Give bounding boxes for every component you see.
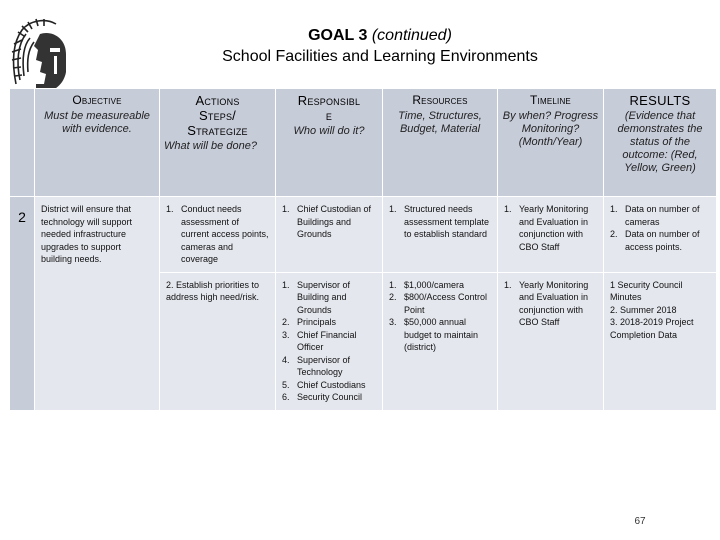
list-item	[282, 203, 376, 241]
item-number: 1.	[504, 279, 512, 290]
item-text: Data on number of cameras	[625, 204, 700, 227]
action-cell	[160, 272, 276, 410]
list-item	[504, 279, 597, 329]
list-item	[389, 291, 491, 316]
item-number: 2.	[610, 229, 618, 239]
list-item	[389, 316, 491, 354]
list-item	[282, 316, 376, 329]
item-number: 5.	[282, 379, 290, 390]
list-item	[504, 203, 597, 253]
item-number: 2.	[389, 292, 397, 302]
results-cell	[604, 197, 717, 273]
resources-cell	[383, 272, 498, 410]
title-block	[150, 26, 610, 68]
list-item	[389, 279, 491, 292]
item-number: 4.	[282, 354, 290, 365]
header-timeline-sub: By when? Progress Monitoring? (Month/Year)	[502, 110, 599, 148]
action-cell	[160, 197, 276, 273]
header-responsible-sub: Who will do it?	[293, 125, 365, 137]
list-item	[282, 279, 376, 317]
timeline-cell	[498, 197, 604, 273]
item-text: Chief Custodians	[297, 379, 366, 390]
item-number: 1.	[610, 204, 618, 214]
item-number: 6.	[282, 392, 290, 402]
header-timeline	[498, 89, 604, 197]
header-timeline-label: Timeline	[530, 93, 571, 107]
results-cell	[604, 272, 717, 410]
goal-subtitle: School Facilities and Learning Environments	[222, 48, 538, 65]
header-row	[10, 89, 717, 197]
header-results-sub: (Evidence that demonstrates the status of the outcome: (Red, Yellow, Green)	[617, 110, 703, 174]
item-text: Chief Custodian of Buildings and Grounds	[297, 204, 372, 239]
list-item	[282, 391, 376, 404]
item-text: Principals	[297, 317, 337, 327]
header-actions-sub: What will be done?	[164, 140, 257, 152]
responsible-cell	[276, 197, 383, 273]
item-number: 1.	[504, 204, 512, 214]
table-row	[10, 197, 717, 273]
list-item	[282, 379, 376, 392]
responsible-cell	[276, 272, 383, 410]
header-results	[604, 89, 717, 197]
header-objective	[35, 89, 160, 197]
item-text: $50,000 annual budget to maintain (district)	[404, 317, 479, 352]
header-responsible	[276, 89, 383, 197]
results-line: 3. 2018-2019 Project Completion Data	[610, 317, 694, 340]
header-responsible-label-1: Responsibl	[297, 93, 361, 108]
item-text: $1,000/camera	[404, 279, 465, 290]
item-number: 2.	[282, 317, 290, 327]
header-actions-label-1: Actions	[195, 93, 240, 108]
header-number-cell	[10, 89, 35, 197]
item-number: 2.	[166, 279, 174, 290]
item-number: 1.	[282, 204, 290, 214]
page-number: 67	[634, 516, 646, 527]
item-text: Yearly Monitoring and Evaluation in conjunction with CBO Staff	[519, 204, 589, 252]
item-number: 3.	[282, 329, 290, 340]
header-responsible-label-2: e	[325, 108, 333, 123]
header-actions	[160, 89, 276, 197]
list-item	[282, 354, 376, 379]
item-number: 3.	[389, 317, 397, 327]
row-number: 2	[10, 197, 35, 411]
spartan-helmet-logo	[6, 14, 74, 98]
list-item	[282, 329, 376, 354]
goal-title: GOAL 3	[308, 27, 368, 44]
goal-continued: (continued)	[371, 27, 452, 44]
item-number: 1.	[389, 204, 397, 214]
header-resources-sub: Time, Structures, Budget, Material	[398, 110, 482, 135]
item-text: Supervisor of Building and Grounds	[297, 279, 351, 315]
header-resources	[383, 89, 498, 197]
item-text: Security Council	[297, 392, 363, 402]
objective-cell	[35, 197, 160, 411]
item-number: 1.	[282, 279, 290, 290]
results-line: 1 Security Council Minutes	[610, 279, 683, 302]
item-text: Yearly Monitoring and Evaluation in conjunction with CBO Staff	[519, 279, 589, 327]
header-results-label: RESULTS	[629, 93, 691, 108]
list-item	[166, 203, 269, 266]
item-text: Establish priorities to address high need/risk.	[166, 279, 260, 302]
item-text: Structured needs assessment template to establish standard	[404, 204, 490, 239]
objective-text: District will ensure that technology will support needed infrastructure upgrades to support building needs.	[41, 204, 133, 264]
header-actions-label-3: Strategize	[187, 123, 248, 138]
goal-plan-table	[9, 88, 717, 411]
item-text: Data on number of access points.	[625, 229, 700, 252]
item-text: Conduct needs assessment of current access points, cameras and coverage	[181, 204, 269, 264]
header-objective-sub: Must be measureable with evidence.	[44, 110, 150, 135]
item-text: Supervisor of Technology	[297, 354, 351, 377]
list-item	[610, 228, 710, 253]
header-actions-label-2: Steps/	[199, 108, 236, 123]
results-line: 2. Summer 2018	[610, 304, 677, 315]
resources-cell	[383, 197, 498, 273]
list-item	[610, 203, 710, 228]
header-objective-label: Objective	[72, 93, 122, 107]
item-text: $800/Access Control Point	[404, 292, 488, 315]
list-item	[389, 203, 491, 241]
item-number: 1.	[389, 279, 397, 290]
header-resources-label: Resources	[412, 93, 468, 107]
item-number: 1.	[166, 204, 174, 214]
item-text: Chief Financial Officer	[297, 329, 357, 352]
title-line	[150, 26, 610, 46]
timeline-cell	[498, 272, 604, 410]
item-text	[166, 279, 269, 304]
